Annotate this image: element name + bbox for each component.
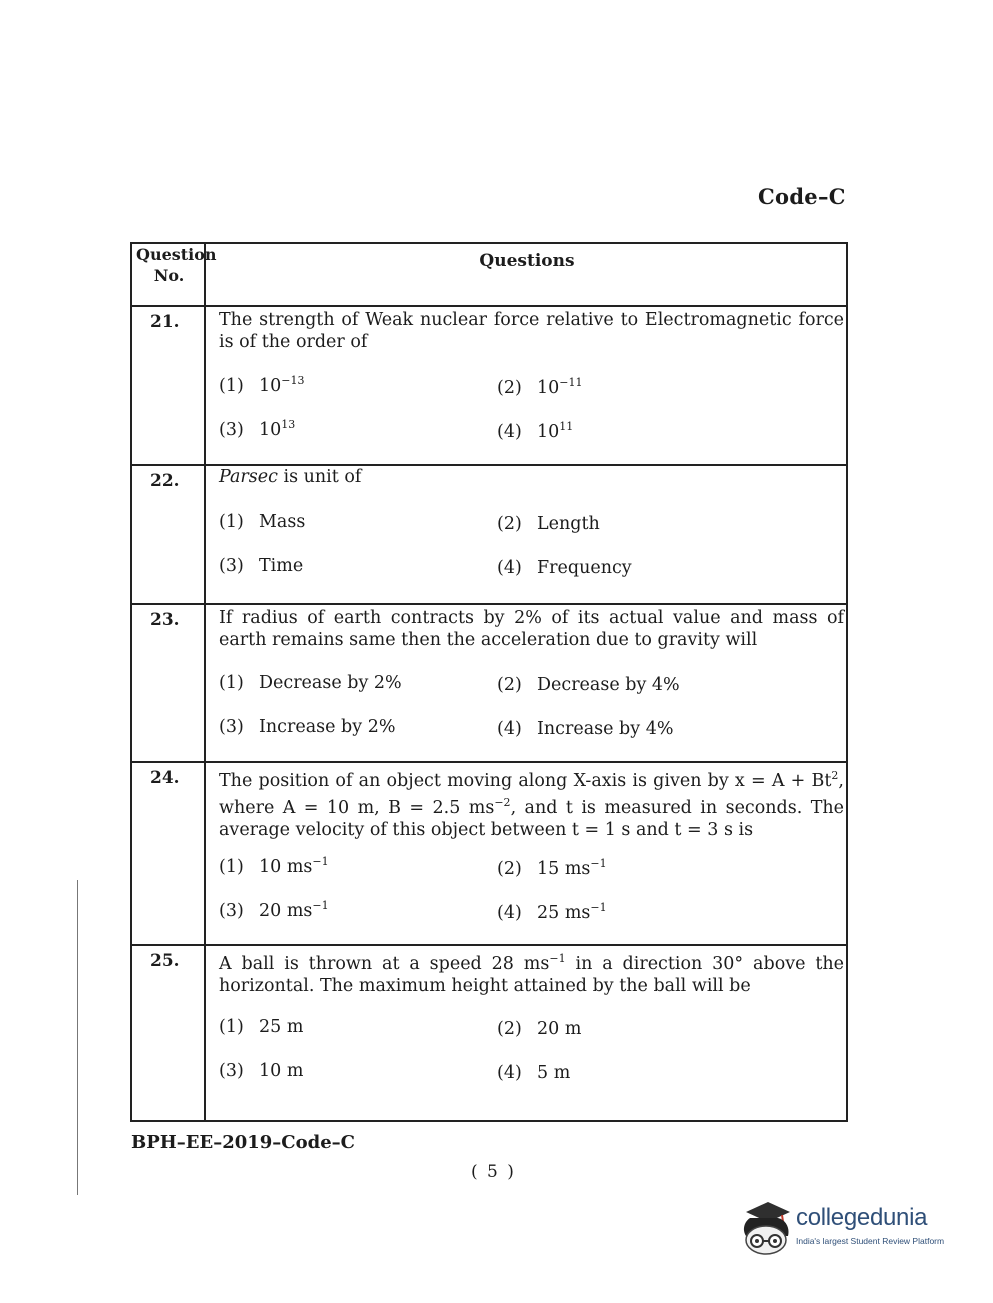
option-value: 10 ms xyxy=(259,856,313,877)
option-1[interactable] xyxy=(219,512,305,532)
question-row-22 xyxy=(132,464,846,606)
option-1[interactable] xyxy=(219,673,402,693)
option-value: Decrease by 4% xyxy=(537,675,680,695)
option-4[interactable] xyxy=(497,901,607,923)
option-2[interactable] xyxy=(497,514,600,534)
question-text xyxy=(219,765,844,841)
question-number: 24. xyxy=(150,768,180,788)
option-1[interactable] xyxy=(219,855,329,877)
option-3[interactable] xyxy=(219,899,329,921)
option-value: Length xyxy=(537,514,600,534)
question-row-24 xyxy=(132,761,846,945)
option-number: (3) xyxy=(219,717,244,737)
option-number: (2) xyxy=(497,377,522,398)
question-text-part: The position of an object moving along X-axis is given by x = A + Bt xyxy=(219,770,832,791)
option-value: Frequency xyxy=(537,558,632,578)
option-value: 10 xyxy=(537,377,560,398)
option-value: 10 xyxy=(537,421,560,442)
option-number: (2) xyxy=(497,1019,522,1039)
option-number: (1) xyxy=(219,673,244,693)
option-exponent: −1 xyxy=(590,901,607,914)
question-text: If radius of earth contracts by 2% of its actual value and mass of earth remains same then the acceleration due to gravity will xyxy=(219,608,844,650)
option-2[interactable] xyxy=(497,1019,581,1039)
scan-margin-line xyxy=(77,880,78,1195)
question-no-header-line1: Question xyxy=(136,245,217,264)
question-number: 25. xyxy=(150,951,180,971)
question-number: 22. xyxy=(150,471,180,491)
table-header-row xyxy=(132,244,846,306)
option-number: (1) xyxy=(219,856,244,877)
question-text-part: , where A = 10 m, B = 2.5 ms xyxy=(219,770,844,818)
question-text xyxy=(219,466,844,488)
option-value: 25 ms xyxy=(537,902,591,923)
option-value: 20 ms xyxy=(259,900,313,921)
option-value: 20 m xyxy=(537,1019,582,1039)
option-number: (1) xyxy=(219,375,244,396)
option-4[interactable] xyxy=(497,719,673,739)
option-number: (3) xyxy=(219,556,244,576)
question-number: 21. xyxy=(150,312,180,332)
option-number: (4) xyxy=(497,902,522,923)
option-exponent: −1 xyxy=(312,899,329,912)
option-number: (1) xyxy=(219,1017,244,1037)
question-text xyxy=(219,948,844,997)
option-4[interactable] xyxy=(497,1063,570,1083)
question-text: The strength of Weak nuclear force relative to Electromagnetic force is of the order of xyxy=(219,310,844,352)
mascot-icon xyxy=(738,1196,794,1258)
option-value: Mass xyxy=(259,512,306,532)
questions-header: Questions xyxy=(479,251,575,271)
option-number: (3) xyxy=(219,419,244,440)
questions-table xyxy=(130,242,848,1122)
option-2[interactable] xyxy=(497,675,680,695)
option-2[interactable] xyxy=(497,376,583,398)
question-row-23 xyxy=(132,603,846,763)
option-value: Time xyxy=(259,556,304,576)
option-4[interactable] xyxy=(497,420,573,442)
option-number: (4) xyxy=(497,558,522,578)
logo-tagline: India's largest Student Review Platform xyxy=(796,1236,945,1246)
question-no-header xyxy=(136,244,217,286)
page-number: ( 5 ) xyxy=(471,1162,516,1182)
option-number: (3) xyxy=(219,1061,244,1081)
question-text-emphasis: Parsec xyxy=(219,467,278,487)
option-3[interactable] xyxy=(219,556,303,576)
question-text-exponent: 2 xyxy=(831,769,839,782)
question-text-rest: is unit of xyxy=(277,467,362,487)
option-number: (1) xyxy=(219,512,244,532)
option-number: (4) xyxy=(497,719,522,739)
footer-paper-code: BPH–EE–2019–Code–C xyxy=(131,1132,355,1153)
option-value: 15 ms xyxy=(537,858,591,879)
option-number: (3) xyxy=(219,900,244,921)
paper-code: Code–C xyxy=(758,184,846,209)
option-value: 5 m xyxy=(537,1063,571,1083)
option-value: Decrease by 2% xyxy=(259,673,402,693)
option-1[interactable] xyxy=(219,374,305,396)
question-text-part: in a direction 30° above the horizontal. The maximum height attained by the ball will be xyxy=(219,953,845,996)
logo-wordmark: collegedunia xyxy=(796,1204,928,1231)
question-text-exponent: −2 xyxy=(494,795,511,809)
option-exponent: −1 xyxy=(590,857,607,870)
question-row-21 xyxy=(132,305,846,466)
option-1[interactable] xyxy=(219,1017,303,1037)
option-3[interactable] xyxy=(219,1061,303,1081)
question-no-header-line2: No. xyxy=(153,266,185,285)
option-number: (2) xyxy=(497,858,522,879)
question-row-25 xyxy=(132,944,846,1120)
collegedunia-logo xyxy=(738,1196,968,1258)
question-text-part: , and t is measured in seconds. The average velocity of this object between t = 1 s and t = 3 s is xyxy=(219,797,844,840)
option-value: Increase by 2% xyxy=(259,717,396,737)
question-number: 23. xyxy=(150,610,180,630)
option-3[interactable] xyxy=(219,418,295,440)
option-value: 10 xyxy=(259,375,282,396)
option-exponent: −1 xyxy=(312,855,329,868)
question-text-part: A ball is thrown at a speed 28 ms xyxy=(219,953,550,974)
option-number: (2) xyxy=(497,675,522,695)
option-number: (2) xyxy=(497,514,522,534)
option-2[interactable] xyxy=(497,857,607,879)
option-exponent: 13 xyxy=(281,418,296,431)
option-value: 10 xyxy=(259,419,282,440)
option-value: 10 m xyxy=(259,1061,304,1081)
option-exponent: −11 xyxy=(559,376,583,389)
option-number: (4) xyxy=(497,421,522,442)
option-4[interactable] xyxy=(497,558,632,578)
option-3[interactable] xyxy=(219,717,395,737)
option-number: (4) xyxy=(497,1063,522,1083)
question-text-exponent: −1 xyxy=(549,952,566,965)
option-value: Increase by 4% xyxy=(537,719,674,739)
option-exponent: 11 xyxy=(559,420,574,433)
option-value: 25 m xyxy=(259,1017,304,1037)
option-exponent: −13 xyxy=(281,374,305,387)
